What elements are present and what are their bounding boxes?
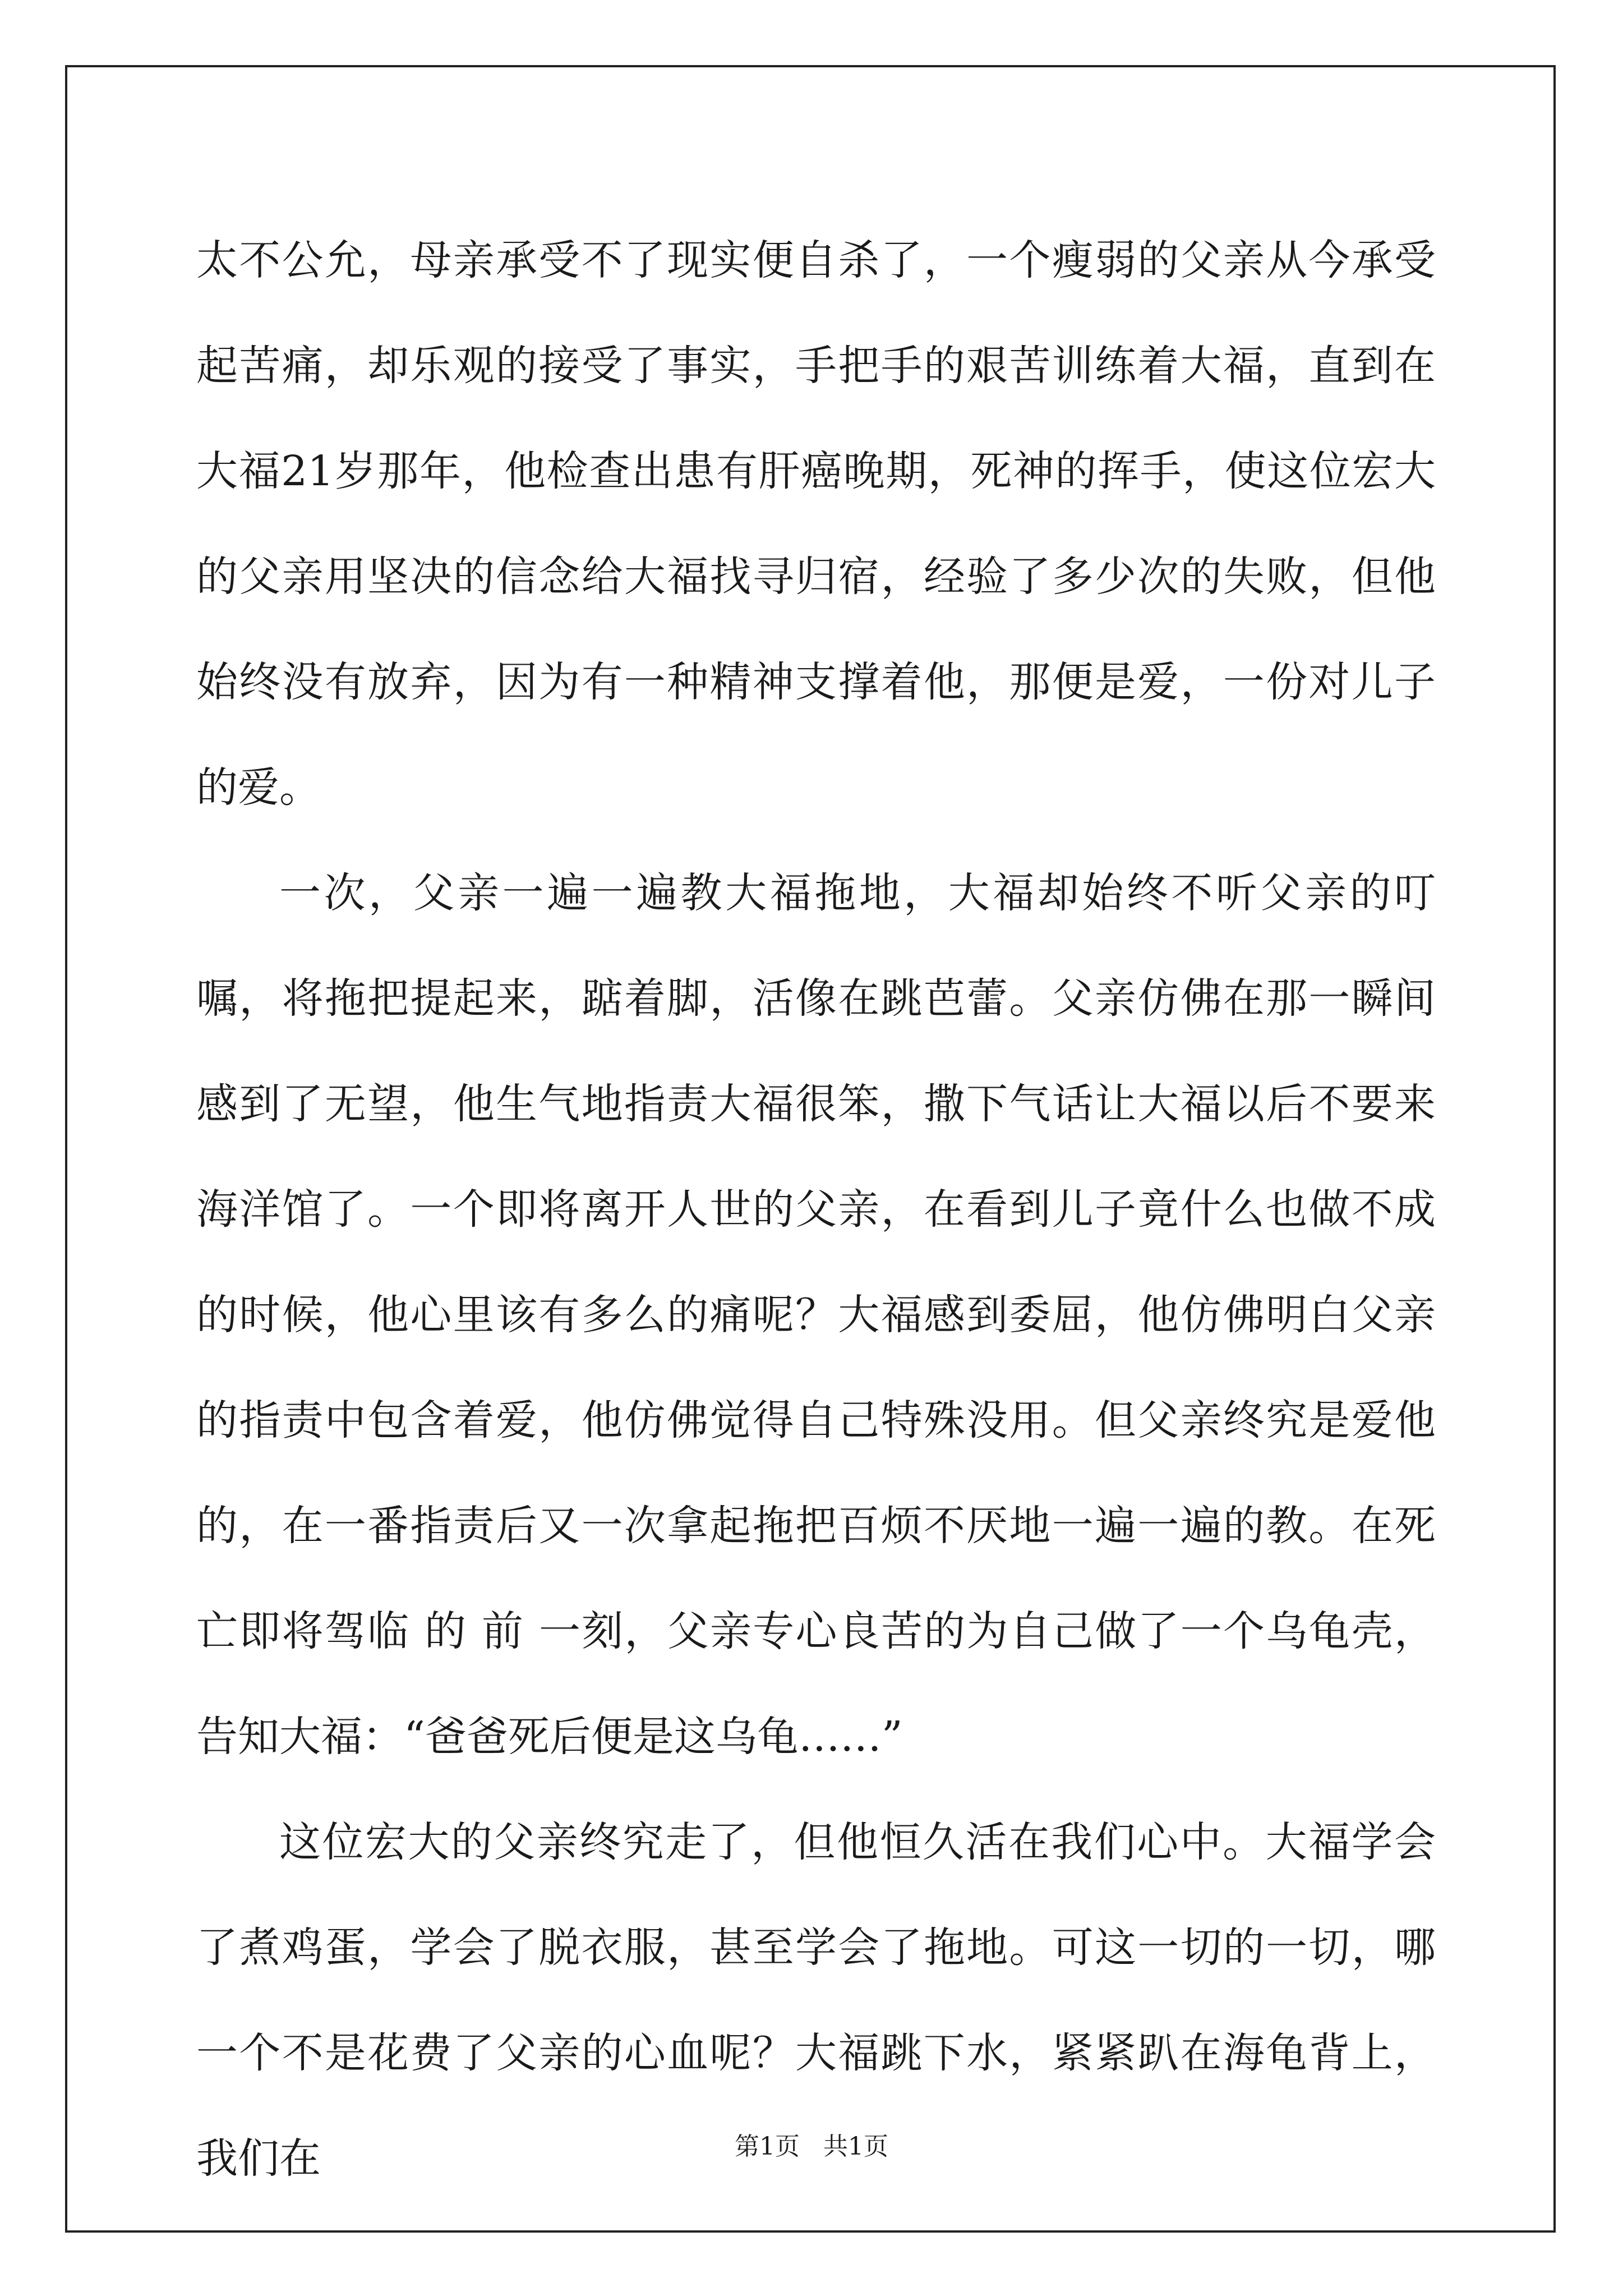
page-footer: 第1页 共1页 xyxy=(735,2132,888,2161)
paragraph-3: 这位宏大的父亲终究走了，但他恒久活在我们心中。大福学会了煮鸡蛋，学会了脱衣服，甚至学会了拖地。可这一切的一切，哪一个不是花费了父亲的心血呢？大福跳下水，紧紧趴在海龟背上，我们在 xyxy=(196,1818,1436,2183)
paragraph-1: 太不公允，母亲承受不了现实便自杀了，一个瘦弱的父亲从今承受起苦痛，却乐观的接受了事实，手把手的艰苦训练着大福，直到在大福21岁那年，他检查出患有肝癌晚期，死神的挥手，使这位宏大的父亲用坚决的信念给大福找寻归宿，经验了多少次的失败，但他始终没有放弃，因为有一种精神支撑着他，那便是爱，一份对儿子的爱。 xyxy=(196,236,1436,812)
document-body xyxy=(196,208,1436,2211)
paragraph-2: 一次，父亲一遍一遍教大福拖地，大福却始终不听父亲的叮嘱，将拖把提起来，踮着脚，活像在跳芭蕾。父亲仿佛在那一瞬间感到了无望，他生气地指责大福很笨，撒下气话让大福以后不要来海洋馆了。一个即将离开人世的父亲，在看到儿子竟什么也做不成的时候，他心里该有多么的痛呢？大福感到委屈，他仿佛明白父亲的指责中包含着爱，他仿佛觉得自己特殊没用。但父亲终究是爱他的，在一番指责后又一次拿起拖把百烦不厌地一遍一遍的教。在死亡即将驾临 的 前 一刻，父亲专心良苦的为自己做了一个乌龟壳，告知大福：“爸爸死后便是这乌龟……” xyxy=(196,869,1436,1761)
